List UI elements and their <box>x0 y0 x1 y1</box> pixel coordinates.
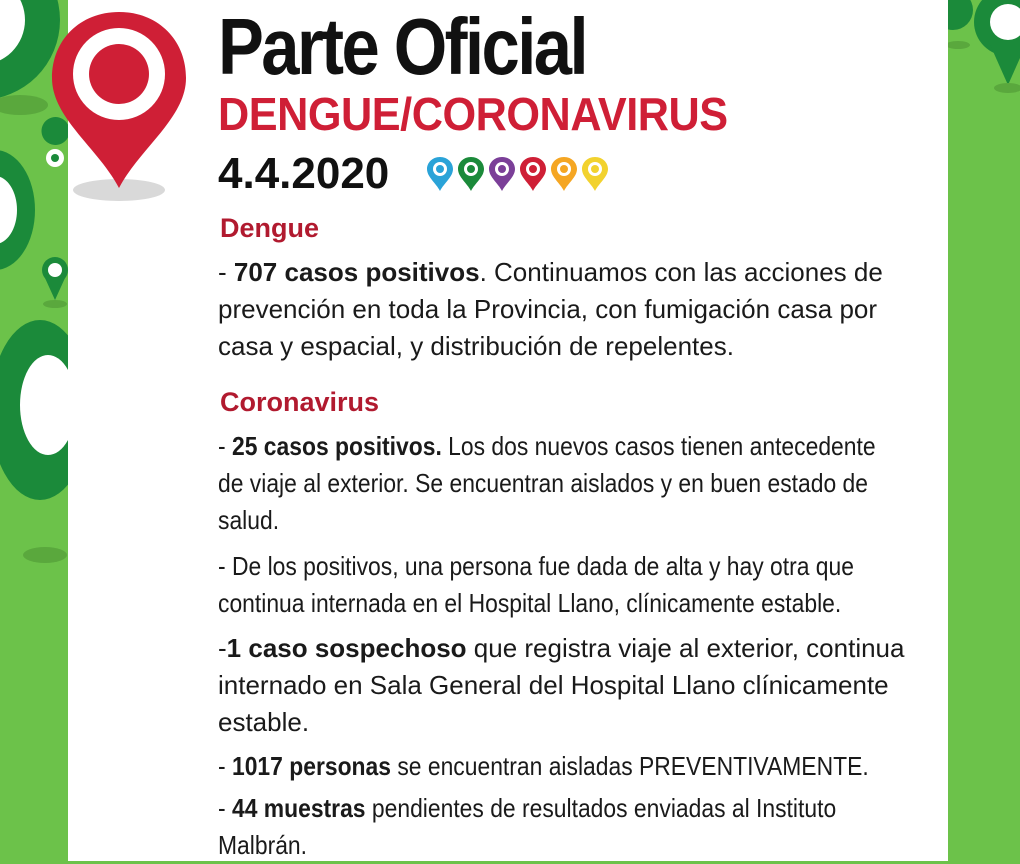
pin-purple-icon <box>489 157 515 191</box>
section-heading-dengue: Dengue <box>220 213 320 243</box>
pin-yellow-icon <box>582 157 608 191</box>
dengue-cases-count: 707 casos positivos <box>233 257 480 287</box>
coronavirus-item-discharged: - De los positivos, una persona fue dada de alta y hay otra que continua internada en el Hospital Llano, clínicamente estable. <box>218 551 854 618</box>
coronavirus-item-samples: - 44 muestras pendientes de resultados enviadas al Instituto Malbrán. <box>218 793 837 860</box>
pin-blue-icon <box>427 157 453 191</box>
dengue-paragraph <box>218 254 883 365</box>
positive-cases-count: 25 casos positivos. <box>231 431 442 461</box>
dengue-line-2: prevención en toda la Provincia, con fumigación casa por <box>218 294 878 324</box>
color-pins-icon <box>426 155 616 193</box>
page-title: Parte Oficial <box>218 2 586 91</box>
coronavirus-item-positive-cases: - 25 casos positivos. Los dos nuevos casos tienen antecedente de viaje al exterior. Se encuentran aislados y en buen estado de salud. <box>218 431 876 535</box>
pin-red-icon <box>520 157 546 191</box>
location-pin-icon <box>48 8 190 204</box>
pending-samples-count: 44 muestras <box>231 793 366 823</box>
dengue-line-1: - 707 casos positivos. Continuamos con las acciones de <box>218 257 883 287</box>
suspected-case-count: 1 caso sospechoso <box>226 633 467 663</box>
coronavirus-item-suspected: -1 caso sospechoso que registra viaje al exterior, continua internado en Sala General del Hospital Llano clínicamente estable. <box>218 633 905 737</box>
report-date: 4.4.2020 <box>218 149 390 198</box>
pin-green-icon <box>458 157 484 191</box>
dengue-line-3: casa y espacial, y distribución de repelentes. <box>218 331 734 361</box>
isolated-people-count: 1017 personas <box>231 751 391 781</box>
background-pins-right <box>948 0 1020 861</box>
section-heading-coronavirus: Coronavirus <box>220 387 380 417</box>
page-subtitle: DENGUE/CORONAVIRUS <box>218 88 728 140</box>
pin-orange-icon <box>551 157 577 191</box>
coronavirus-item-isolated: - 1017 personas se encuentran aisladas PREVENTIVAMENTE. <box>218 751 869 781</box>
